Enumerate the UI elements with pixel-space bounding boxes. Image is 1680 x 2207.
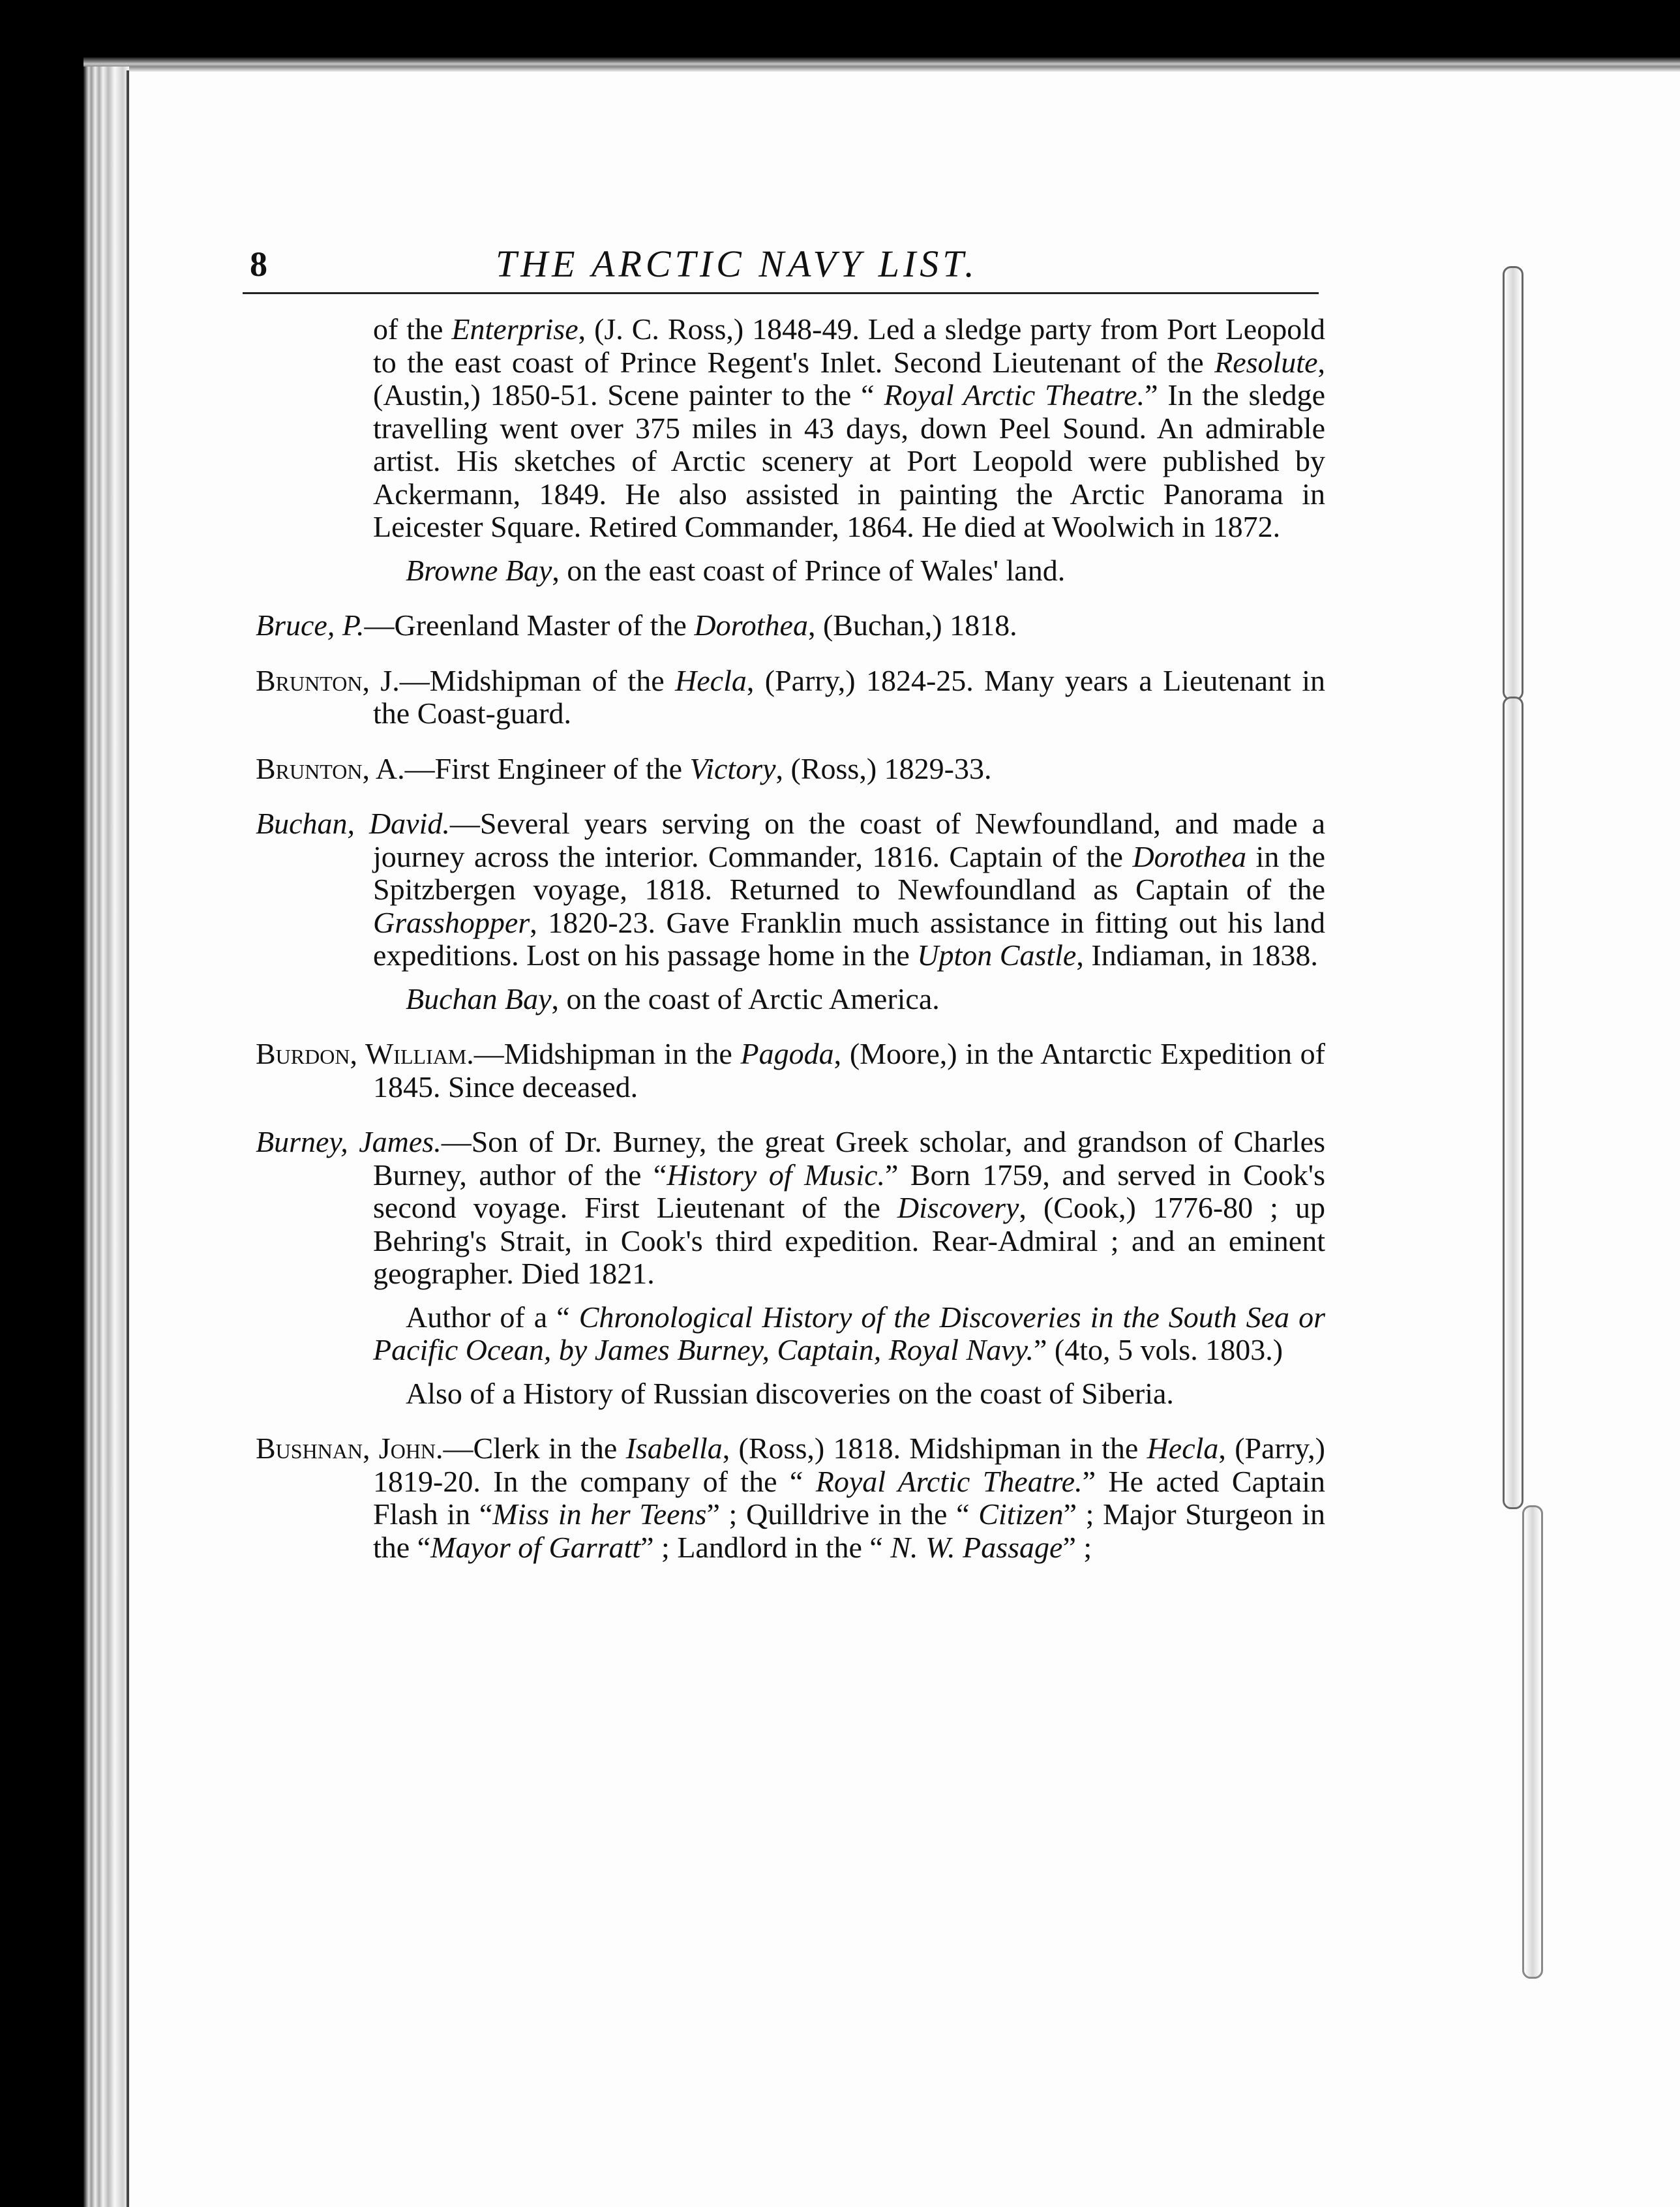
book-fore-edge <box>83 67 129 2207</box>
place-note: Browne Bay, on the east coast of Prince of Wales' land. <box>406 553 1066 587</box>
place-note: Buchan Bay, on the coast of Arctic America. <box>406 982 940 1015</box>
entry-burney: Burney, James.—Son of Dr. Burney, the great Greek scholar, and grandson of Charles Burney, author of the “History of Music.” Born 1759, and served in Cook's second voyage. First Lieutenant of the Discovery, (Cook,) 1776-80 ; up Behring's Strait, in Cook's third expedition. Rear-Admiral ; and an eminent geographer. Died 1821. <box>256 1125 1326 1290</box>
margin-tab-mark <box>1522 1505 1543 1979</box>
gutter-line <box>127 70 129 2207</box>
publication-note: Also of a History of Russian discoveries on the coast of Siberia. <box>406 1376 1174 1410</box>
entry-bruce: Bruce, P.—Greenland Master of the Dorothea, (Buchan,) 1818. <box>256 608 1017 642</box>
margin-tab-mark <box>1503 697 1523 1509</box>
body-text <box>256 313 1325 1564</box>
margin-tab-mark <box>1503 266 1523 700</box>
page-header <box>0 235 1597 293</box>
entry-burdon: Burdon, William.—Midshipman in the Pagoda, (Moore,) in the Antarctic Expedition of 1845. Since deceased. <box>256 1037 1325 1104</box>
running-title: THE ARCTIC NAVY LIST. <box>496 243 978 285</box>
publication-note: Author of a “ Chronological History of the Discoveries in the South Sea or Pacific Ocean, by James Burney, Captain, Royal Navy.” (4to, 5 vols. 1803.) <box>373 1300 1325 1366</box>
entry-brunton-a: Brunton, A.—First Engineer of the Victory, (Ross,) 1829-33. <box>256 751 992 785</box>
header-rule <box>243 292 1319 294</box>
entry-buchan: Buchan, David.—Several years serving on the coast of Newfoundland, and made a journey across the interior. Commander, 1816. Captain of the Dorothea in the Spitzbergen voyage, 1818. Returned to Newfoundland as Captain of the Grasshopper, 1820-23. Gave Franklin much assistance in fitting out his land expeditions. Lost on his passage home in the Upton Castle, Indiaman, in 1838. <box>256 807 1326 972</box>
page-top-edge <box>83 57 1680 72</box>
continued-entry: of the Enterprise, (J. C. Ross,) 1848-49. Led a sledge party from Port Leopold to the east coast of Prince Regent's Inlet. Second Lieutenant of the Resolute, (Austin,) 1850-51. Scene painter to the “ Royal Arctic Theatre.” In the sledge travelling went over 375 miles in 43 days, down Peel Sound. An admirable artist. His sketches of Arctic scenery at Port Leopold were published by Ackermann, 1849. He also assisted in painting the Arctic Panorama in Leicester Square. Retired Commander, 1864. He died at Woolwich in 1872. <box>373 312 1326 543</box>
entry-brunton-j: Brunton, J.—Midshipman of the Hecla, (Parry,) 1824-25. Many years a Lieutenant in the Coast-guard. <box>256 663 1325 730</box>
page-number: 8 <box>250 245 267 284</box>
entry-bushnan: Bushnan, John.—Clerk in the Isabella, (Ross,) 1818. Midshipman in the Hecla, (Parry,) 1819-20. In the company of the “ Royal Arctic Theatre.” He acted Captain Flash in “Miss in her Teens” ; Quilldrive in the “ Citizen” ; Major Sturgeon in the “Mayor of Garratt” ; Landlord in the “ N. W. Passage” ; <box>256 1432 1325 1564</box>
